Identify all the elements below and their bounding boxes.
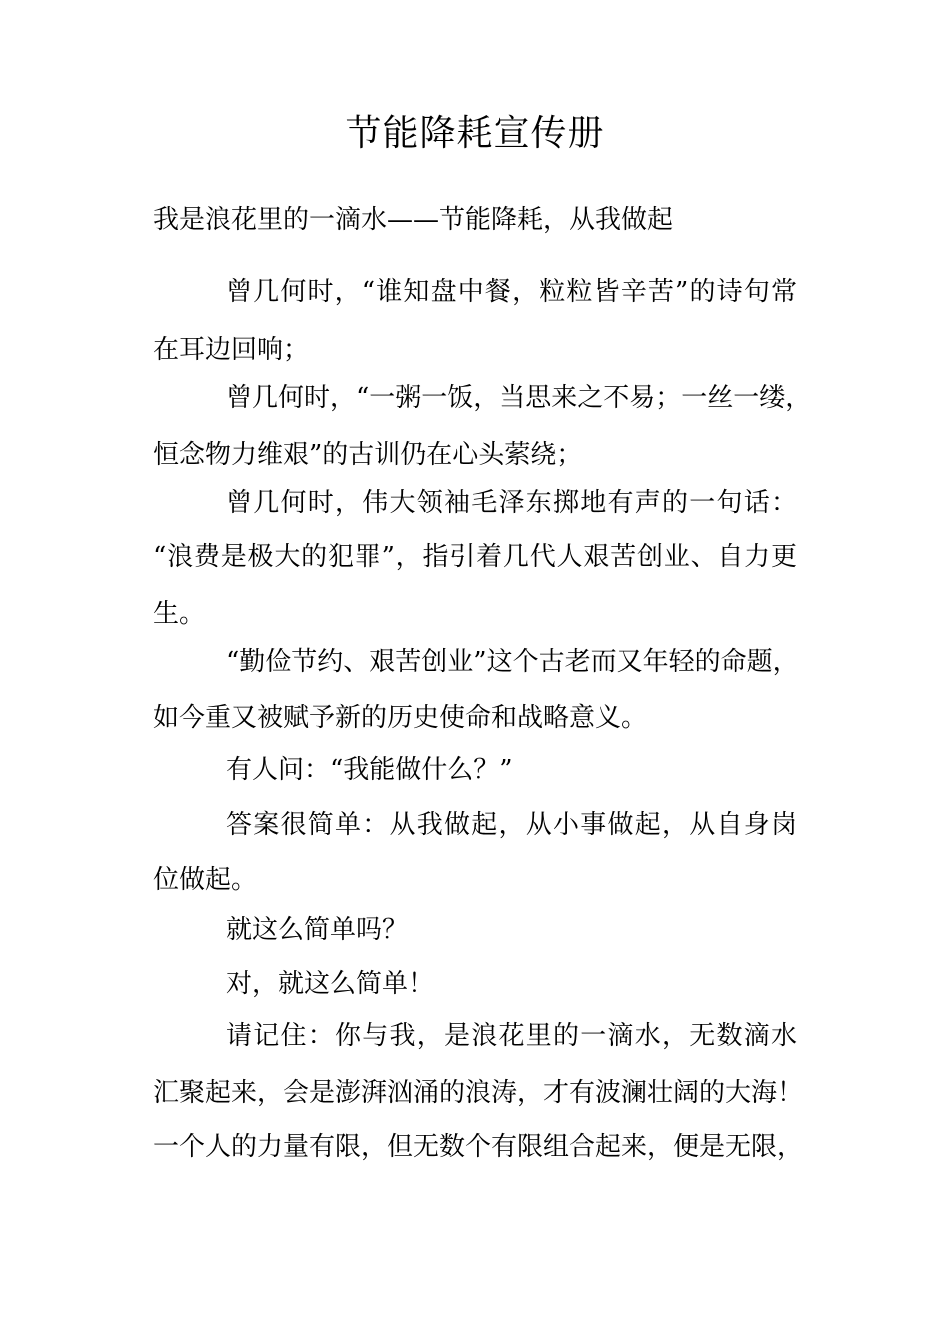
paragraph-line: 汇聚起来，会是澎湃汹涌的浪涛，才有波澜壮阔的大海！ (153, 1078, 804, 1108)
paragraph-line: 答案很简单：从我做起，从小事做起，从自身岗 (226, 810, 797, 840)
paragraph-line: “勤俭节约、艰苦创业”这个古老而又年轻的命题， (226, 647, 799, 677)
paragraph-line: 在耳边回响； (153, 335, 310, 365)
paragraph-line: 恒念物力维艰”的古训仍在心头萦绕； (153, 440, 583, 470)
paragraph-line: 请记住：你与我，是浪花里的一滴水，无数滴水 (226, 1021, 797, 1051)
paragraph-line: 一个人的力量有限，但无数个有限组合起来，便是无限， (153, 1132, 804, 1162)
paragraph-line: 对，就这么简单！ (226, 969, 435, 999)
paragraph-line: 有人问：“我能做什么？” (226, 755, 513, 785)
paragraph-line: 曾几何时，伟大领袖毛泽东掷地有声的一句话： (226, 488, 797, 518)
paragraph-line: “浪费是极大的犯罪”，指引着几代人艰苦创业、自力更 (153, 542, 797, 572)
document-subtitle: 我是浪花里的一滴水——节能降耗，从我做起 (153, 205, 674, 235)
paragraph-line: 生。 (153, 599, 206, 629)
paragraph-line: 位做起。 (153, 865, 258, 895)
paragraph-line: 曾几何时，“谁知盘中餐，粒粒皆辛苦”的诗句常 (226, 277, 797, 307)
paragraph-line: 曾几何时，“一粥一饭，当思来之不易；一丝一缕， (226, 383, 812, 413)
paragraph-line: 如今重又被赋予新的历史使命和战略意义。 (153, 703, 648, 733)
document-title: 节能降耗宣传册 (345, 113, 605, 154)
paragraph-line: 就这么简单吗？ (226, 915, 409, 945)
